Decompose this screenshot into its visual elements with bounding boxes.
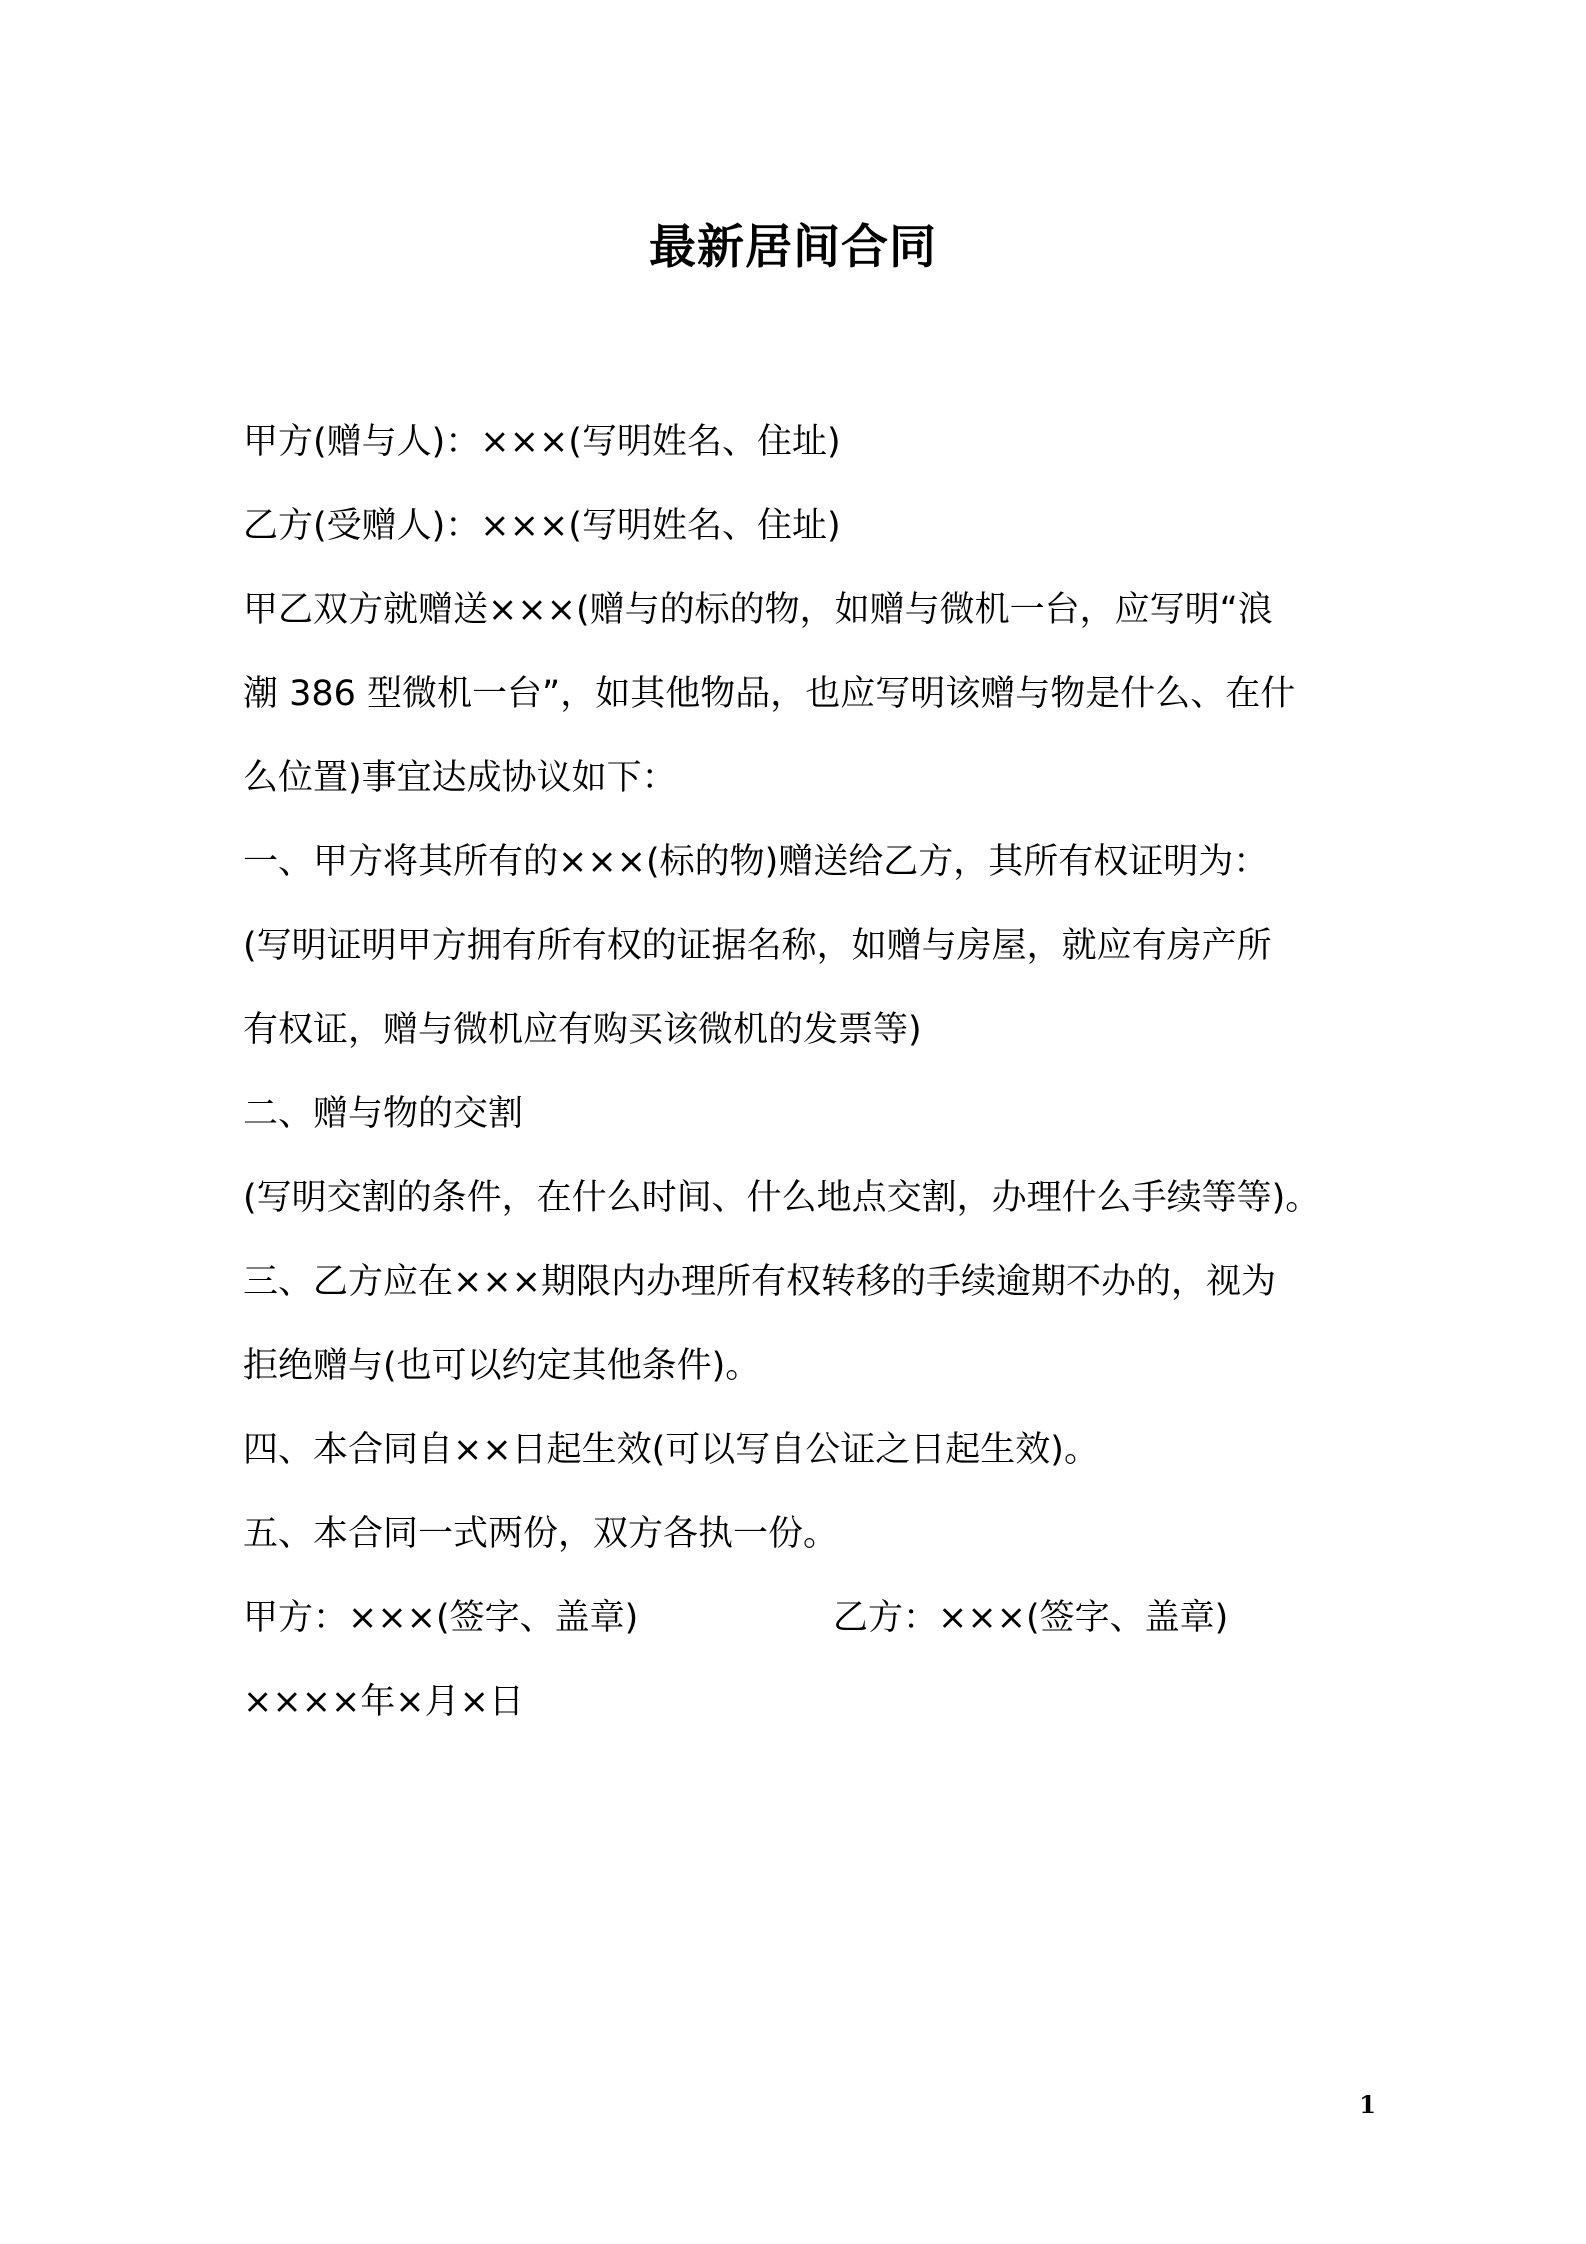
clause-1-line-3: 有权证，赠与微机应有购买该微机的发票等) xyxy=(243,1010,922,1050)
intro-line-1: 甲乙双方就赠送×××(赠与的标的物，如赠与微机一台，应写明“浪 xyxy=(243,590,1273,630)
clause-2-heading: 二、赠与物的交割 xyxy=(243,1094,524,1134)
clause-3-line-1: 三、乙方应在×××期限内办理所有权转移的手续逾期不办的，视为 xyxy=(243,1262,1276,1302)
party-b-line: 乙方(受赠人)：×××(写明姓名、住址) xyxy=(243,506,841,546)
clause-5-line: 五、本合同一式两份，双方各执一份。 xyxy=(243,1514,839,1554)
intro-line-2: 潮 386 型微机一台”，如其他物品，也应写明该赠与物是什么、在什 xyxy=(243,674,1296,714)
signature-party-a: 甲方：×××(签字、盖章) xyxy=(243,1598,639,1638)
clause-1-line-2: (写明证明甲方拥有所有权的证据名称，如赠与房屋，就应有房产所 xyxy=(243,926,1272,966)
clause-4-line: 四、本合同自××日起生效(可以写自公证之日起生效)。 xyxy=(243,1430,1099,1470)
clause-1-line-1: 一、甲方将其所有的×××(标的物)赠送给乙方，其所有权证明为： xyxy=(243,842,1269,882)
date-line: ××××年×月×日 xyxy=(243,1682,524,1722)
page-number: 1 xyxy=(1359,2090,1376,2119)
party-a-line: 甲方(赠与人)：×××(写明姓名、住址) xyxy=(243,422,841,462)
signature-party-b: 乙方：×××(签字、盖章) xyxy=(833,1598,1229,1638)
clause-3-line-2: 拒绝赠与(也可以约定其他条件)。 xyxy=(243,1346,761,1386)
document-title: 最新居间合同 xyxy=(649,220,937,275)
intro-line-3: 么位置)事宜达成协议如下： xyxy=(243,758,677,798)
document-body xyxy=(243,400,1363,1744)
clause-2-detail: (写明交割的条件，在什么时间、什么地点交割，办理什么手续等等)。 xyxy=(243,1178,1321,1218)
signature-row xyxy=(243,1576,1363,1660)
